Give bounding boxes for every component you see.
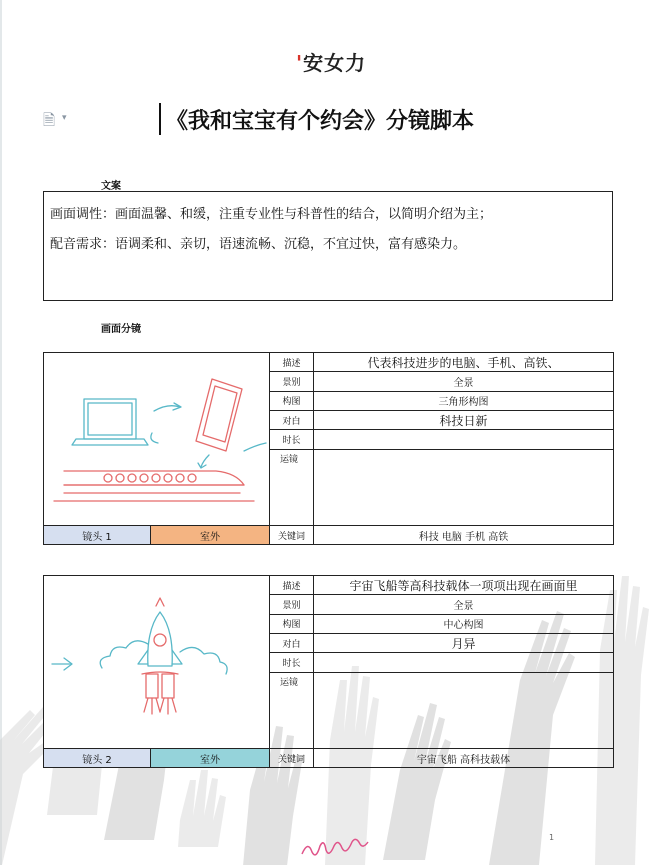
shot-2-desc-label: 描述 bbox=[270, 576, 314, 595]
shot-2-comp-label: 构图 bbox=[270, 614, 314, 633]
page-number: 1 bbox=[549, 833, 555, 842]
shot-2-keywords: 宇宙飞船 高科技载体 bbox=[314, 749, 614, 768]
shot-1-scene: 全景 bbox=[314, 372, 614, 391]
chevron-down-icon[interactable]: ▾ bbox=[62, 113, 67, 123]
shot-1-scene-label: 景别 bbox=[270, 372, 314, 391]
shot-1-comp-label: 构图 bbox=[270, 391, 314, 410]
shot-2-move-label: 运镜 bbox=[270, 672, 314, 748]
shot-table-1 bbox=[43, 352, 614, 545]
shot-1-move bbox=[314, 449, 614, 525]
shot-1-duration bbox=[314, 430, 614, 449]
page-title: 《我和宝宝有个约会》分镜脚本 bbox=[166, 109, 475, 134]
shot-1-desc-label: 描述 bbox=[270, 353, 314, 372]
wenan-box bbox=[43, 191, 613, 301]
shot-1-dialog: 科技日新 bbox=[314, 410, 614, 429]
shot-2-scene-label: 景别 bbox=[270, 595, 314, 614]
shot-1-move-label: 运镜 bbox=[270, 449, 314, 525]
shot-1-location: 室外 bbox=[151, 526, 270, 545]
tech-devices-illustration bbox=[44, 353, 270, 522]
shot-2-scene: 全景 bbox=[314, 595, 614, 614]
shot-2-move bbox=[314, 672, 614, 748]
shot-1-duration-label: 时长 bbox=[270, 430, 314, 449]
wenan-line-tone: 画面调性：画面温馨、和缓，注重专业性与科普性的结合，以简明介绍为主； bbox=[50, 207, 493, 222]
shot-1-number: 镜头 1 bbox=[44, 526, 151, 545]
shot-table-2 bbox=[43, 575, 614, 768]
text-cursor bbox=[159, 103, 161, 135]
shot-2-desc: 宇宙飞船等高科技载体一项项出现在画面里 bbox=[314, 576, 614, 595]
wenan-line-voice: 配音需求：语调柔和、亲切，语速流畅、沉稳，不宜过快，富有感染力。 bbox=[50, 237, 467, 252]
storyboard-label: 画面分镜 bbox=[101, 324, 141, 335]
shot-2-comp: 中心构图 bbox=[314, 614, 614, 633]
shot-2-dialog-label: 对白 bbox=[270, 633, 314, 652]
shot-2-keyword-label: 关键词 bbox=[270, 749, 314, 768]
shot-1-keyword-label: 关键词 bbox=[270, 526, 314, 545]
shot-1-illustration bbox=[44, 353, 270, 526]
shot-1-desc: 代表科技进步的电脑、手机、高铁、 bbox=[314, 353, 614, 372]
shot-2-duration bbox=[314, 653, 614, 672]
shot-1-keywords: 科技 电脑 手机 高铁 bbox=[314, 526, 614, 545]
shot-2-number: 镜头 2 bbox=[44, 749, 151, 768]
shot-2-dialog: 月异 bbox=[314, 633, 614, 652]
document-icon[interactable]: 🗎 bbox=[43, 111, 56, 129]
shot-2-location: 室外 bbox=[151, 749, 270, 768]
handwritten-signature bbox=[300, 838, 370, 864]
rocket-illustration bbox=[44, 576, 270, 745]
shot-2-illustration bbox=[44, 576, 270, 749]
brand-logo: '安女力 bbox=[296, 51, 367, 75]
wenan-label: 文案 bbox=[101, 181, 121, 192]
shot-1-dialog-label: 对白 bbox=[270, 410, 314, 429]
shot-2-duration-label: 时长 bbox=[270, 653, 314, 672]
shot-1-comp: 三角形构图 bbox=[314, 391, 614, 410]
